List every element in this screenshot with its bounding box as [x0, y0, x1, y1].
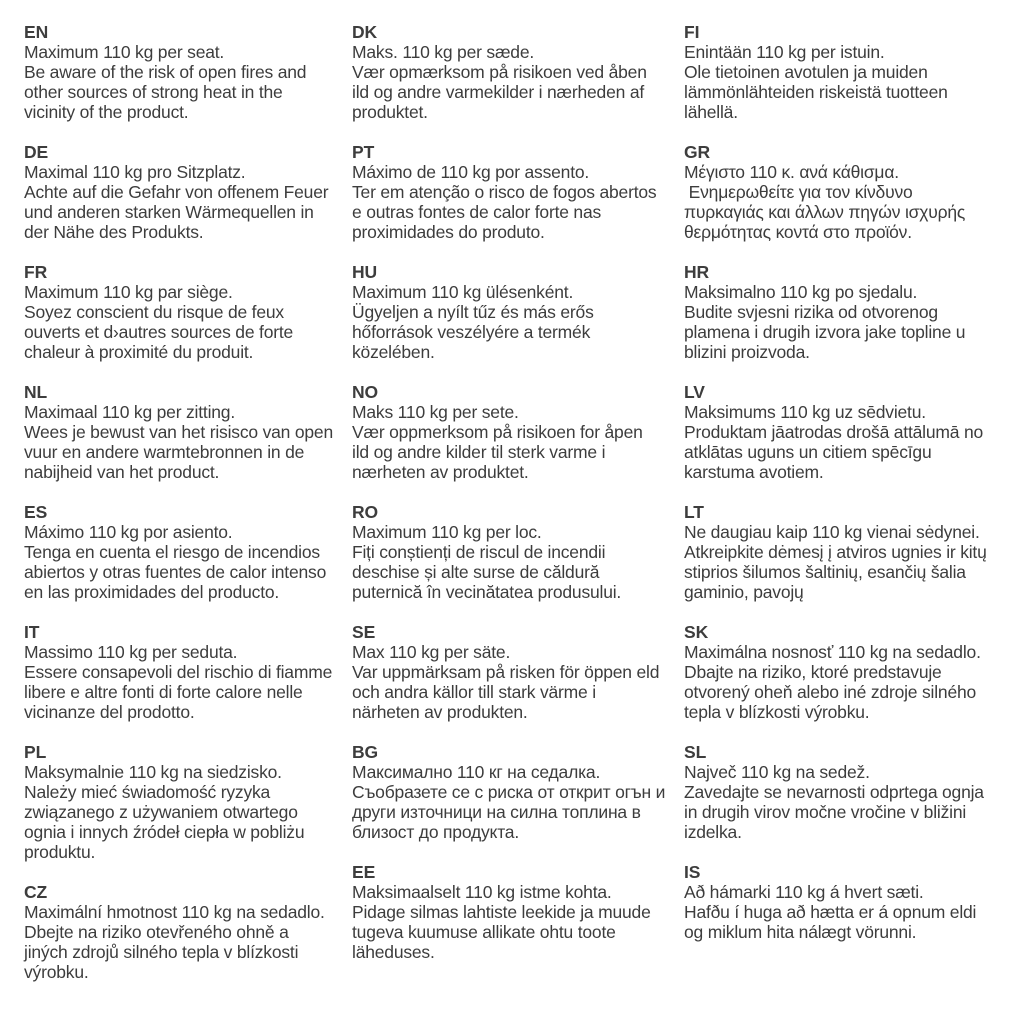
text-line: Pidage silmas lahtiste leekide ja muude — [352, 902, 651, 922]
language-code: IT — [24, 622, 40, 642]
block-body — [24, 162, 352, 242]
text-line: tugeva kuumuse allikate ohtu toote — [352, 922, 616, 942]
text-line: in drugih virov močne vročine v bližini — [684, 802, 967, 822]
text-line: Hafðu í huga að hætta er á opnum eldi — [684, 902, 977, 922]
language-block — [352, 262, 684, 362]
language-block — [684, 622, 1004, 722]
text-line: Maksymalnie 110 kg na siedzisko. — [24, 762, 282, 782]
language-code: FI — [684, 22, 700, 42]
language-code: GR — [684, 142, 711, 162]
text-line: libere e altre fonti di forte calore nelle — [24, 682, 303, 702]
text-line: otvorený oheň alebo iné zdroje silného — [684, 682, 977, 702]
text-line: karstuma avotiem. — [684, 462, 824, 482]
text-line: Vær oppmerksom på risikoen for åpen — [352, 422, 643, 442]
text-line: közelében. — [352, 342, 435, 362]
language-code: LV — [684, 382, 705, 402]
text-line: Wees je bewust van het risisco van open — [24, 422, 333, 442]
language-code: SE — [352, 622, 376, 642]
language-code: LT — [684, 502, 704, 522]
language-code: RO — [352, 502, 379, 522]
text-line: други източници на силна топлина в — [352, 802, 641, 822]
language-code: PL — [24, 742, 47, 762]
text-line: Maksimums 110 kg uz sēdvietu. — [684, 402, 926, 422]
text-line: Maximální hmotnost 110 kg na sedadlo. — [24, 902, 325, 922]
text-line: tepla v blízkosti výrobku. — [684, 702, 870, 722]
block-body — [24, 282, 352, 362]
text-line: och andra källor till stark värme i — [352, 682, 596, 702]
block-body — [24, 522, 352, 602]
text-line: proximidades do produto. — [352, 222, 545, 242]
language-block — [352, 622, 684, 722]
language-block — [24, 22, 352, 122]
column-2 — [352, 22, 684, 982]
language-code: HR — [684, 262, 710, 282]
text-line: πυρκαγιάς και άλλων πηγών ισχυρής — [684, 202, 966, 222]
block-body — [352, 162, 684, 242]
text-line: Að hámarki 110 kg á hvert sæti. — [684, 882, 924, 902]
text-line: Ole tietoinen avotulen ja muiden — [684, 62, 928, 82]
text-line: Zavedajte se nevarnosti odprtega ognja — [684, 782, 984, 802]
language-code: SL — [684, 742, 707, 762]
text-line: Dbajte na riziko, ktoré predstavuje — [684, 662, 942, 682]
text-line: other sources of strong heat in the — [24, 82, 283, 102]
text-line: puternică în vecinătatea produsului. — [352, 582, 622, 602]
text-line: Ne daugiau kaip 110 kg vienai sėdynei. — [684, 522, 980, 542]
block-body — [24, 42, 352, 122]
text-line: ild og andre kilder til sterk varme i — [352, 442, 606, 462]
block-body — [684, 282, 1004, 362]
text-line: Maximal 110 kg pro Sitzplatz. — [24, 162, 246, 182]
text-line: abiertos y otras fuentes de calor intenso — [24, 562, 327, 582]
text-line: produktu. — [24, 842, 96, 862]
text-line: und anderen starken Wärmequellen in — [24, 202, 314, 222]
language-block — [24, 742, 352, 862]
language-code: BG — [352, 742, 379, 762]
text-line: atklātas uguns un citiem spēcīgu — [684, 442, 932, 462]
text-line: Максимално 110 кг на седалка. — [352, 762, 601, 782]
language-block — [352, 22, 684, 122]
block-body — [352, 402, 684, 482]
text-line: Var uppmärksam på risken för öppen eld — [352, 662, 660, 682]
text-line: Max 110 kg per säte. — [352, 642, 511, 662]
language-block — [684, 502, 1004, 602]
text-line: Máximo de 110 kg por assento. — [352, 162, 590, 182]
block-body — [24, 402, 352, 482]
text-line: deschise și alte surse de căldură — [352, 562, 600, 582]
text-line: Ενημερωθείτε για τον κίνδυνο — [684, 182, 913, 202]
text-line: izdelka. — [684, 822, 742, 842]
block-body — [352, 42, 684, 122]
language-code: EE — [352, 862, 376, 882]
block-body — [24, 642, 352, 722]
block-body — [684, 522, 1004, 602]
text-line: nærheten av produktet. — [352, 462, 529, 482]
language-code: DK — [352, 22, 378, 42]
text-line: Enintään 110 kg per istuin. — [684, 42, 885, 62]
column-3 — [684, 22, 1004, 962]
block-body — [684, 402, 1004, 482]
language-block — [352, 142, 684, 242]
text-line: Največ 110 kg na sedež. — [684, 762, 870, 782]
text-line: Maximum 110 kg ülésenként. — [352, 282, 574, 302]
language-code: ES — [24, 502, 48, 522]
block-body — [352, 762, 684, 842]
language-block — [684, 22, 1004, 122]
text-line: Máximo 110 kg por asiento. — [24, 522, 233, 542]
text-line: ognia i innych źródeł ciepła w pobliżu — [24, 822, 305, 842]
language-block — [352, 742, 684, 842]
text-line: der Nähe des Produkts. — [24, 222, 204, 242]
text-line: ouverts et d›autres sources de forte — [24, 322, 294, 342]
text-line: og miklum hita nálægt vörunni. — [684, 922, 917, 942]
language-code: HU — [352, 262, 378, 282]
language-code: DE — [24, 142, 49, 162]
text-line: Be aware of the risk of open fires and — [24, 62, 307, 82]
text-line: blizini proizvoda. — [684, 342, 810, 362]
column-1 — [24, 22, 352, 1002]
language-block — [352, 382, 684, 482]
block-body — [352, 642, 684, 722]
text-line: Maks. 110 kg per sæde. — [352, 42, 535, 62]
text-line: Essere consapevoli del rischio di fiamme — [24, 662, 333, 682]
text-line: Ter em atenção o risco de fogos abertos — [352, 182, 657, 202]
text-line: Należy mieć świadomość ryzyka — [24, 782, 271, 802]
block-body — [352, 882, 684, 962]
text-line: närheten av produkten. — [352, 702, 528, 722]
text-line: läheduses. — [352, 942, 435, 962]
language-block — [352, 502, 684, 602]
language-block — [24, 262, 352, 362]
block-body — [684, 642, 1004, 722]
block-body — [684, 762, 1004, 842]
language-code: FR — [24, 262, 48, 282]
text-line: Dbejte na riziko otevřeného ohně a — [24, 922, 289, 942]
text-line: Atkreipkite dėmesį į atviros ugnies ir kitų — [684, 542, 987, 562]
block-body — [684, 42, 1004, 122]
text-line: близост до продукта. — [352, 822, 520, 842]
text-line: Maksimaalselt 110 kg istme kohta. — [352, 882, 612, 902]
language-code: SK — [684, 622, 709, 642]
language-block — [24, 622, 352, 722]
text-line: Maximum 110 kg par siège. — [24, 282, 233, 302]
language-block — [24, 882, 352, 982]
text-line: Maks 110 kg per sete. — [352, 402, 519, 422]
text-line: e outras fontes de calor forte nas — [352, 202, 602, 222]
language-block — [24, 142, 352, 242]
text-line: plamena i drugih izvora jake topline u — [684, 322, 966, 342]
text-line: ild og andre varmekilder i nærheden af — [352, 82, 645, 102]
text-line: vicinanze del prodotto. — [24, 702, 195, 722]
text-line: výrobku. — [24, 962, 89, 982]
text-line: Μέγιστο 110 κ. ανά κάθισμα. — [684, 162, 899, 182]
language-code: NO — [352, 382, 379, 402]
language-block — [684, 262, 1004, 362]
text-line: Achte auf die Gefahr von offenem Feuer — [24, 182, 329, 202]
text-line: Maximálna nosnosť 110 kg na sedadlo. — [684, 642, 981, 662]
language-code: PT — [352, 142, 375, 162]
text-line: Maksimalno 110 kg po sjedalu. — [684, 282, 918, 302]
text-line: gaminio, pavojų — [684, 582, 804, 602]
text-line: lähellä. — [684, 102, 738, 122]
text-line: Budite svjesni rizika od otvorenog — [684, 302, 938, 322]
language-block — [684, 142, 1004, 242]
language-block — [24, 502, 352, 602]
text-line: Produktam jāatrodas drošā attālumā no — [684, 422, 984, 442]
language-block — [684, 382, 1004, 482]
block-body — [24, 902, 352, 982]
text-line: vuur en andere warmtebronnen in de — [24, 442, 305, 462]
language-code: NL — [24, 382, 48, 402]
text-line: chaleur à proximité du produit. — [24, 342, 254, 362]
text-line: jiných zdrojů silného tepla v blízkosti — [24, 942, 299, 962]
text-line: vicinity of the product. — [24, 102, 189, 122]
text-line: lämmönlähteiden riskeistä tuotteen — [684, 82, 948, 102]
block-body — [684, 162, 1004, 242]
text-line: Maximum 110 kg per loc. — [352, 522, 542, 542]
text-line: stiprios šilumos šaltinių, esančių šalia — [684, 562, 966, 582]
text-line: Ügyeljen a nyílt tűz és más erős — [352, 302, 594, 322]
text-line: nabijheid van het product. — [24, 462, 220, 482]
text-line: związanego z używaniem otwartego — [24, 802, 298, 822]
text-line: Tenga en cuenta el riesgo de incendios — [24, 542, 320, 562]
language-code: EN — [24, 22, 49, 42]
language-block — [352, 862, 684, 962]
block-body — [24, 762, 352, 862]
text-line: θερμότητας κοντά στο προϊόν. — [684, 222, 912, 242]
text-line: produktet. — [352, 102, 428, 122]
text-line: Maximaal 110 kg per zitting. — [24, 402, 235, 422]
text-line: Maximum 110 kg per seat. — [24, 42, 225, 62]
language-block — [684, 862, 1004, 942]
language-code: IS — [684, 862, 701, 882]
text-line: Съобразете се с риска от открит огън и — [352, 782, 666, 802]
text-line: Fiți conștienți de riscul de incendii — [352, 542, 606, 562]
block-body — [352, 522, 684, 602]
text-line: hőforrások veszélyére a termék — [352, 322, 591, 342]
language-block — [24, 382, 352, 482]
text-line: Massimo 110 kg per seduta. — [24, 642, 238, 662]
text-line: Soyez conscient du risque de feux — [24, 302, 284, 322]
block-body — [352, 282, 684, 362]
text-line: Vær opmærksom på risikoen ved åben — [352, 62, 647, 82]
language-block — [684, 742, 1004, 842]
block-body — [684, 882, 1004, 942]
language-code: CZ — [24, 882, 48, 902]
text-line: en las proximidades del producto. — [24, 582, 280, 602]
